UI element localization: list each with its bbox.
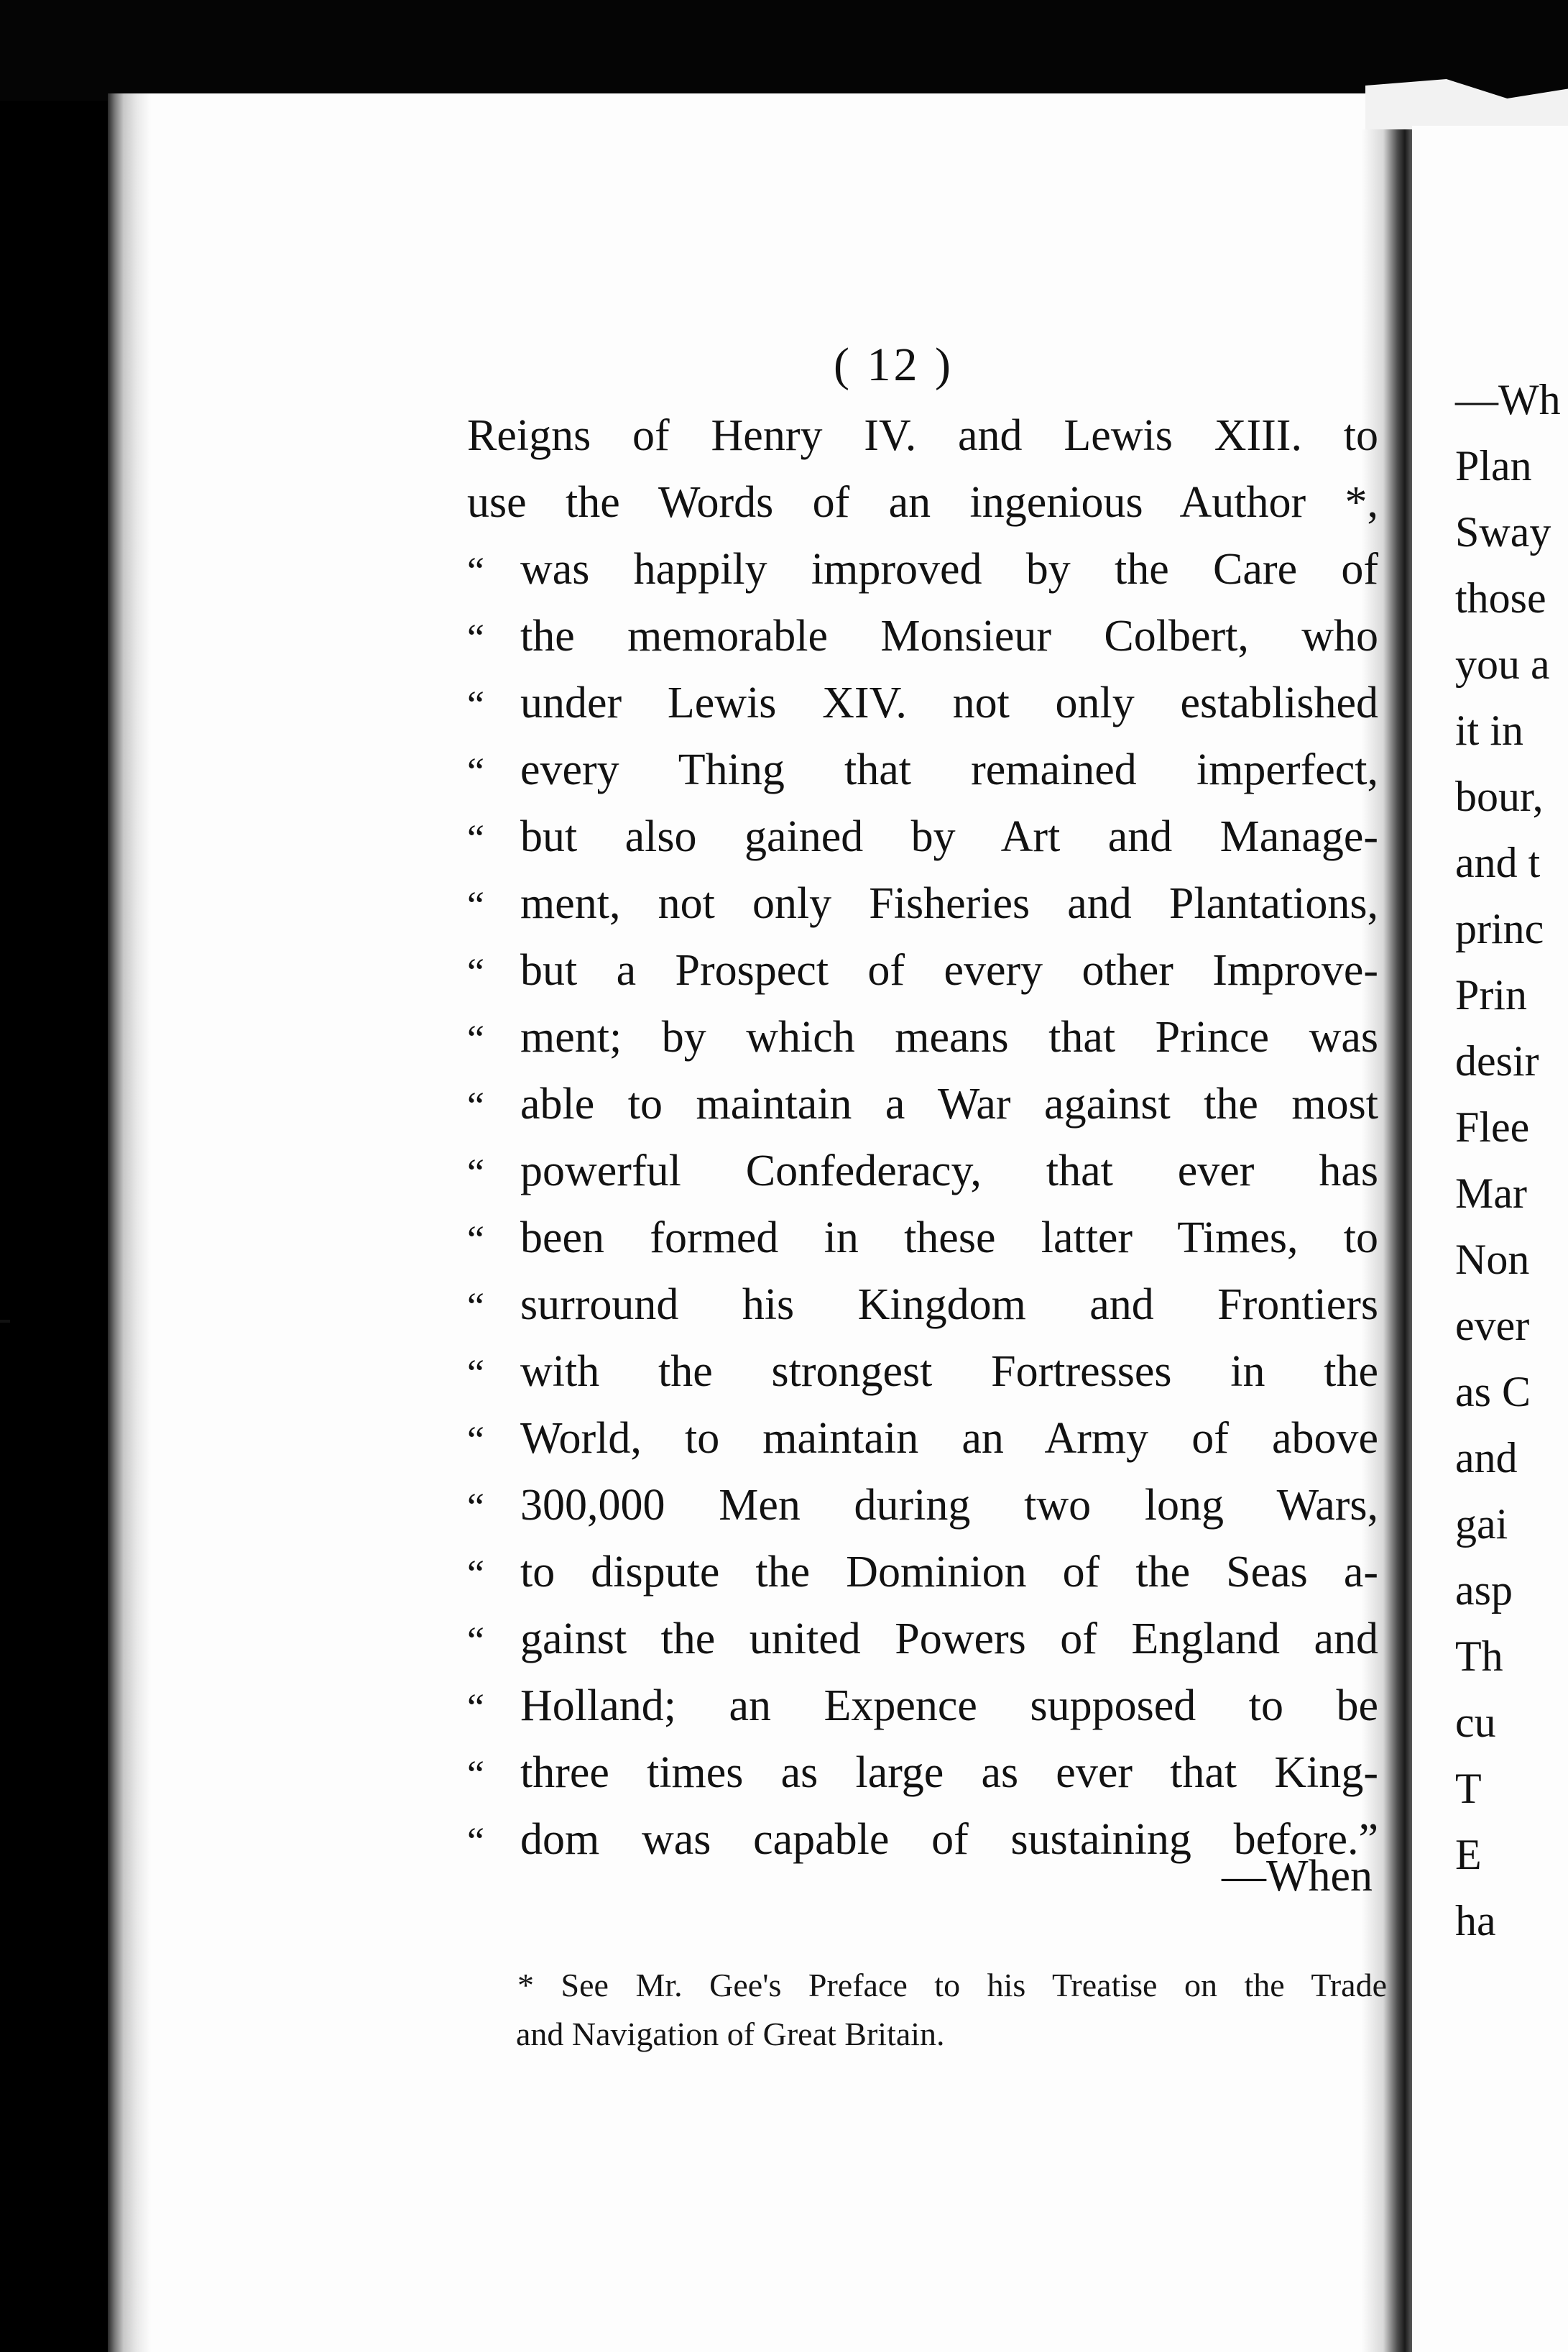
quote-mark: “ xyxy=(467,750,484,793)
fragment-line: and t xyxy=(1455,839,1541,886)
line-text: but a Prospect of every other Improve- xyxy=(520,946,1378,995)
next-page-text xyxy=(1455,367,1561,1954)
text-line xyxy=(467,1272,1378,1338)
quote-mark: “ xyxy=(467,1351,484,1395)
line-text: able to maintain a War against the most xyxy=(520,1080,1378,1129)
quote-mark: “ xyxy=(467,1418,484,1461)
text-line xyxy=(467,1673,1378,1740)
fragment-line: Mar xyxy=(1455,1170,1527,1217)
quote-mark: “ xyxy=(467,1285,484,1328)
text-line xyxy=(467,1138,1378,1205)
fragment-line: ever xyxy=(1455,1302,1530,1349)
text-line xyxy=(467,1004,1378,1071)
catchword: —When xyxy=(1222,1852,1373,1901)
fragment-line: Plan xyxy=(1455,442,1532,490)
fragment-line: as C xyxy=(1455,1368,1531,1415)
line-text: Reigns of Henry IV. and Lewis XIII. to xyxy=(467,411,1378,460)
quote-mark: “ xyxy=(467,683,484,726)
page-edge xyxy=(108,93,151,2352)
text-line xyxy=(467,670,1378,737)
text-line xyxy=(467,1539,1378,1606)
fragment-line: Non xyxy=(1455,1236,1530,1283)
text-line xyxy=(467,937,1378,1004)
quote-mark: “ xyxy=(467,1819,484,1862)
fragment-line: Sway xyxy=(1455,508,1551,556)
text-line xyxy=(467,403,1378,469)
fragment-line: Th xyxy=(1455,1632,1503,1680)
line-text: gainst the united Powers of England and xyxy=(520,1614,1378,1663)
footnote-line: and Navigation of Great Britain. xyxy=(516,2016,945,2052)
line-text: powerful Confederacy, that ever has xyxy=(520,1147,1378,1195)
text-line xyxy=(467,804,1378,870)
quote-mark: “ xyxy=(467,1686,484,1729)
text-line xyxy=(467,1740,1378,1806)
line-text: been formed in these latter Times, to xyxy=(520,1213,1378,1262)
text-line xyxy=(467,1405,1378,1472)
quote-mark: “ xyxy=(467,950,484,993)
fragment-line: gai xyxy=(1455,1500,1508,1548)
quote-mark: “ xyxy=(467,1084,484,1127)
fragment-line: you a xyxy=(1455,640,1550,688)
line-text: ment, not only Fisheries and Plantations, xyxy=(520,879,1378,928)
text-line xyxy=(467,536,1378,603)
quote-mark: “ xyxy=(467,616,484,659)
line-text: ment; by which means that Prince was xyxy=(520,1013,1378,1062)
fragment-line: cu xyxy=(1455,1699,1496,1746)
text-line xyxy=(467,469,1378,536)
text-line xyxy=(467,1606,1378,1673)
fragment-line: T xyxy=(1455,1765,1482,1812)
line-text: use the Words of an ingenious Author *, xyxy=(467,478,1378,527)
text-line xyxy=(467,737,1378,804)
scanner-background xyxy=(0,0,1568,101)
text-line xyxy=(467,1071,1378,1138)
line-text: three times as large as ever that King- xyxy=(520,1748,1378,1797)
footnote xyxy=(517,1961,1387,2059)
fragment-line: ha xyxy=(1455,1897,1496,1944)
text-line xyxy=(467,870,1378,937)
line-text: but also gained by Art and Manage- xyxy=(520,812,1378,861)
text-line xyxy=(467,1205,1378,1272)
footnote-line: * See Mr. Gee's Preface to his Treatise on the Trade xyxy=(517,1967,1387,2003)
body-text xyxy=(467,403,1378,1873)
fragment-line: asp xyxy=(1455,1566,1513,1614)
quote-mark: “ xyxy=(467,817,484,860)
fragment-line: those xyxy=(1455,574,1546,622)
quote-mark: “ xyxy=(467,1218,484,1261)
fragment-line: princ xyxy=(1455,905,1544,952)
quote-mark: “ xyxy=(467,1485,484,1528)
fragment-line: desir xyxy=(1455,1037,1539,1085)
quote-mark: “ xyxy=(467,1151,484,1194)
text-line xyxy=(467,603,1378,670)
fragment-line: bour, xyxy=(1455,773,1544,820)
fragment-line: Prin xyxy=(1455,971,1528,1019)
line-text: to dispute the Dominion of the Seas a- xyxy=(520,1548,1378,1597)
line-text: 300,000 Men during two long Wars, xyxy=(520,1481,1378,1530)
margin-mark xyxy=(0,1320,10,1323)
fragment-line: —Wh xyxy=(1455,376,1561,423)
quote-mark: “ xyxy=(467,883,484,927)
line-text: surround his Kingdom and Frontiers xyxy=(520,1280,1378,1329)
quote-mark: “ xyxy=(467,549,484,592)
fragment-line: it in xyxy=(1455,707,1524,754)
page-number: ( 12 ) xyxy=(834,339,954,391)
line-text: the memorable Monsieur Colbert, who xyxy=(520,612,1378,661)
line-text: with the strongest Fortresses in the xyxy=(520,1347,1378,1396)
line-text: every Thing that remained imperfect, xyxy=(520,745,1378,794)
line-text: under Lewis XIV. not only established xyxy=(520,679,1378,727)
line-text: Holland; an Expence supposed to be xyxy=(520,1681,1378,1730)
text-line xyxy=(467,1338,1378,1405)
quote-mark: “ xyxy=(467,1017,484,1060)
line-text: dom was capable of sustaining before.” xyxy=(520,1815,1378,1864)
fragment-line: E xyxy=(1455,1831,1482,1878)
fragment-line: and xyxy=(1455,1434,1518,1482)
line-text: World, to maintain an Army of above xyxy=(520,1414,1378,1463)
quote-mark: “ xyxy=(467,1619,484,1662)
quote-mark: “ xyxy=(467,1552,484,1595)
fragment-line: Flee xyxy=(1455,1103,1530,1151)
quote-mark: “ xyxy=(467,1752,484,1796)
line-text: was happily improved by the Care of xyxy=(520,545,1378,594)
text-line xyxy=(467,1472,1378,1539)
